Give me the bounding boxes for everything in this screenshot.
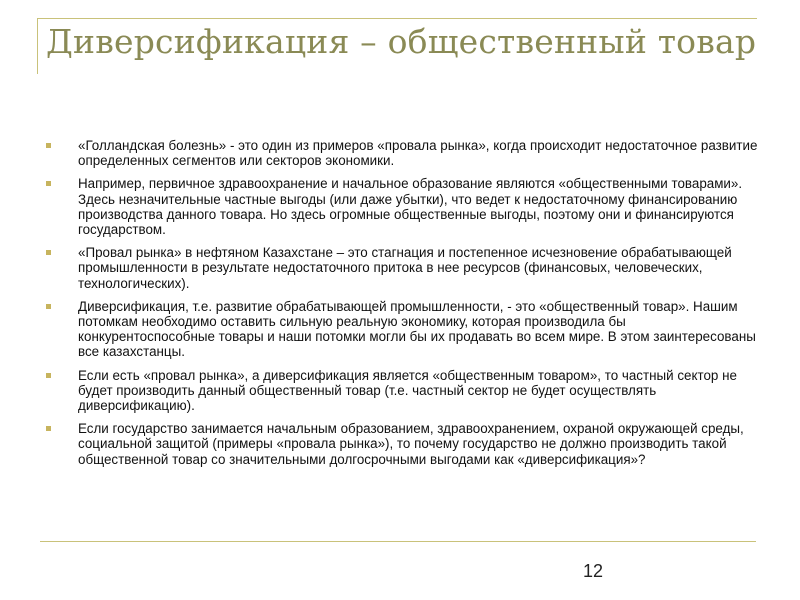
title-frame-top-line [37, 18, 757, 19]
bullet-item [44, 176, 760, 237]
bullet-text: «Провал рынка» в нефтяном Казахстане – это стагнация и постепенное исчезновение обрабатывающей промышленности в результате недостаточного притока в нее ресурсов (финансовых, человеческих, технологических). [78, 245, 732, 291]
bullet-text: Диверсификация, т.е. развитие обрабатывающей промышленности, - это «общественный товар». Нашим потомкам необходимо оставить сильную реальную экономику, которая производила бы конкурентоспособные товары и наши потомки могли бы их продавать во всем мире. В этом заинтересованы все казахстанцы. [78, 298, 756, 360]
square-bullet-icon [46, 304, 51, 309]
bullet-item [44, 368, 760, 414]
square-bullet-icon [46, 181, 51, 186]
square-bullet-icon [46, 143, 51, 148]
bullet-text: Например, первичное здравоохранение и начальное образование являются «общественными товарами». Здесь незначительные частные выгоды (или даже убытки), что ведет к недостаточному финансированию производства данного товара. Но здесь огромные общественные выгоды, поэтому они и финансируются государством. [78, 176, 743, 238]
bullet-item [44, 421, 760, 467]
bullet-item [44, 138, 760, 168]
bullet-text: Если есть «провал рынка», а диверсификация является «общественным товаром», то частный сектор не будет производить данный общественный товар (т.е. частный сектор не будет осуществлять диверсификацию). [78, 367, 737, 414]
page-number: 12 [583, 561, 604, 581]
footer-divider [40, 541, 756, 542]
square-bullet-icon [46, 426, 51, 431]
square-bullet-icon [46, 373, 51, 378]
bullet-item [44, 245, 760, 291]
bullet-text: Если государство занимается начальным образованием, здравоохранением, охраной окружающей среды, социальной защитой (примеры «провала рынка»), то почему государство не должно производить такой общественной товар со значительными долгосрочными выгодами как «диверсификация»? [78, 421, 744, 467]
bullet-text: «Голландская болезнь» - это один из примеров «провала рынка», когда происходит недостаточное развитие определенных сегментов или секторов экономики. [78, 138, 758, 169]
square-bullet-icon [46, 250, 51, 255]
slide-title: Диверсификация – общественный товар [46, 22, 757, 61]
title-frame-vertical-line [37, 18, 38, 74]
bullet-item [44, 299, 760, 360]
bullet-list [44, 138, 760, 475]
